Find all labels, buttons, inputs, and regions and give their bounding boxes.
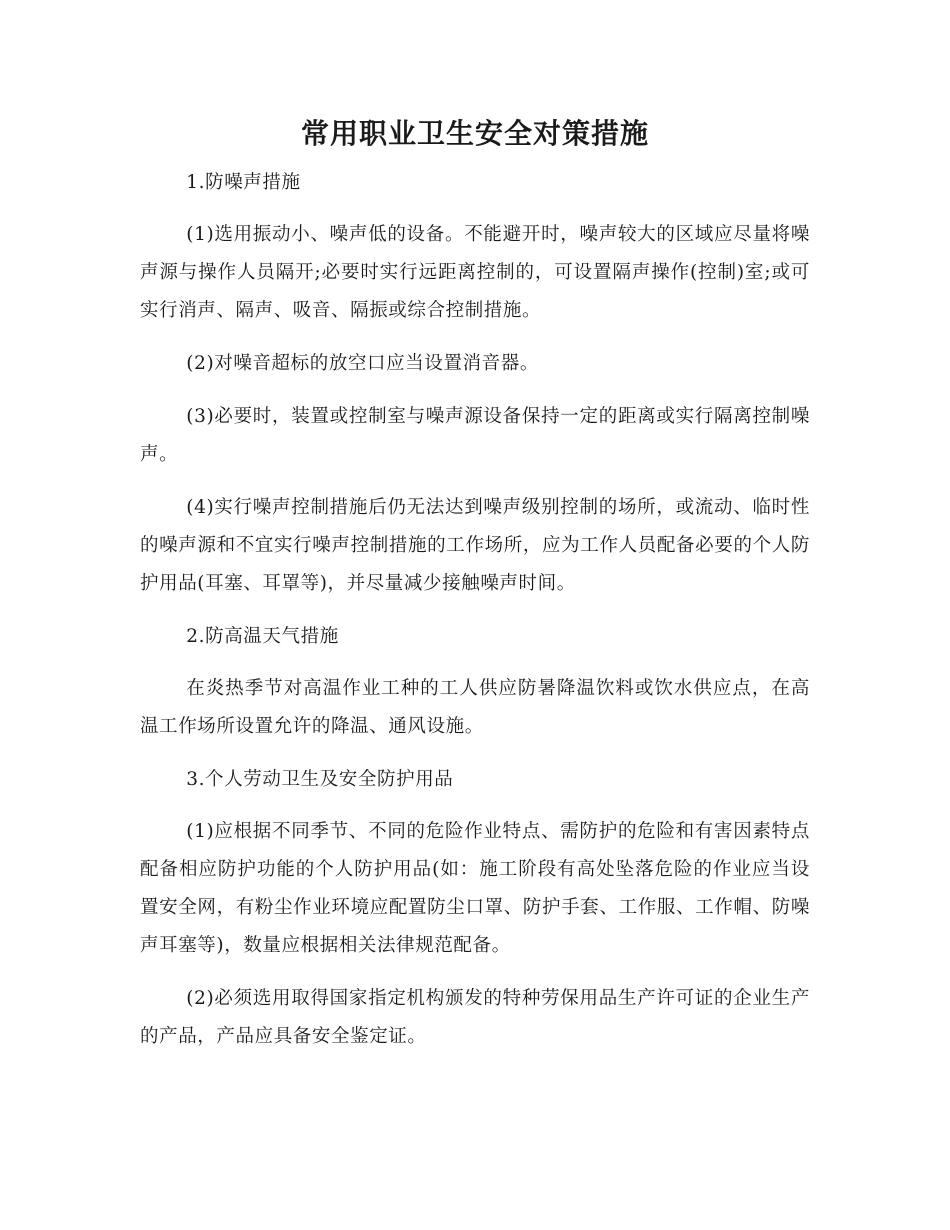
section-heading-noise: 1.防噪声措施 xyxy=(186,172,301,193)
document-title: 常用职业卫生安全对策措施 xyxy=(300,117,649,150)
paragraph-noise-3: (3)必要时，装置或控制室与噪声源设备保持一定的距离或实行隔离控制噪声。 xyxy=(140,406,810,465)
paragraph-noise-1: (1)选用振动小、噪声低的设备。不能避开时，噪声较大的区域应尽量将噪声源与操作人员隔开;必要时实行远距离控制的，可设置隔声操作(控制)室;或可实行消声、隔声、吸音、隔振或综合控制措施。 xyxy=(140,224,810,321)
paragraph-noise-2: (2)对噪音超标的放空口应当设置消音器。 xyxy=(186,353,539,374)
paragraph-ppe-2: (2)必须选用取得国家指定机构颁发的特种劳保用品生产许可证的企业生产的产品，产品应具备安全鉴定证。 xyxy=(140,988,810,1047)
paragraph-heat-1: 在炎热季节对高温作业工种的工人供应防暑降温饮料或饮水供应点，在高温工作场所设置允许的降温、通风设施。 xyxy=(140,678,810,737)
section-heading-heat: 2.防高温天气措施 xyxy=(186,626,339,647)
paragraph-noise-4: (4)实行噪声控制措施后仍无法达到噪声级别控制的场所，或流动、临时性的噪声源和不宜实行噪声控制措施的工作场所，应为工作人员配备必要的个人防护用品(耳塞、耳罩等)，并尽量减少接触噪声时间。 xyxy=(140,497,810,594)
paragraph-ppe-1: (1)应根据不同季节、不同的危险作业特点、需防护的危险和有害因素特点配备相应防护功能的个人防护用品(如：施工阶段有高处坠落危险的作业应当设置安全网，有粉尘作业环境应配置防尘口罩、防护手套、工作服、工作帽、防噪声耳塞等)，数量应根据相关法律规范配备。 xyxy=(140,821,810,956)
section-heading-ppe: 3.个人劳动卫生及安全防护用品 xyxy=(186,769,454,790)
